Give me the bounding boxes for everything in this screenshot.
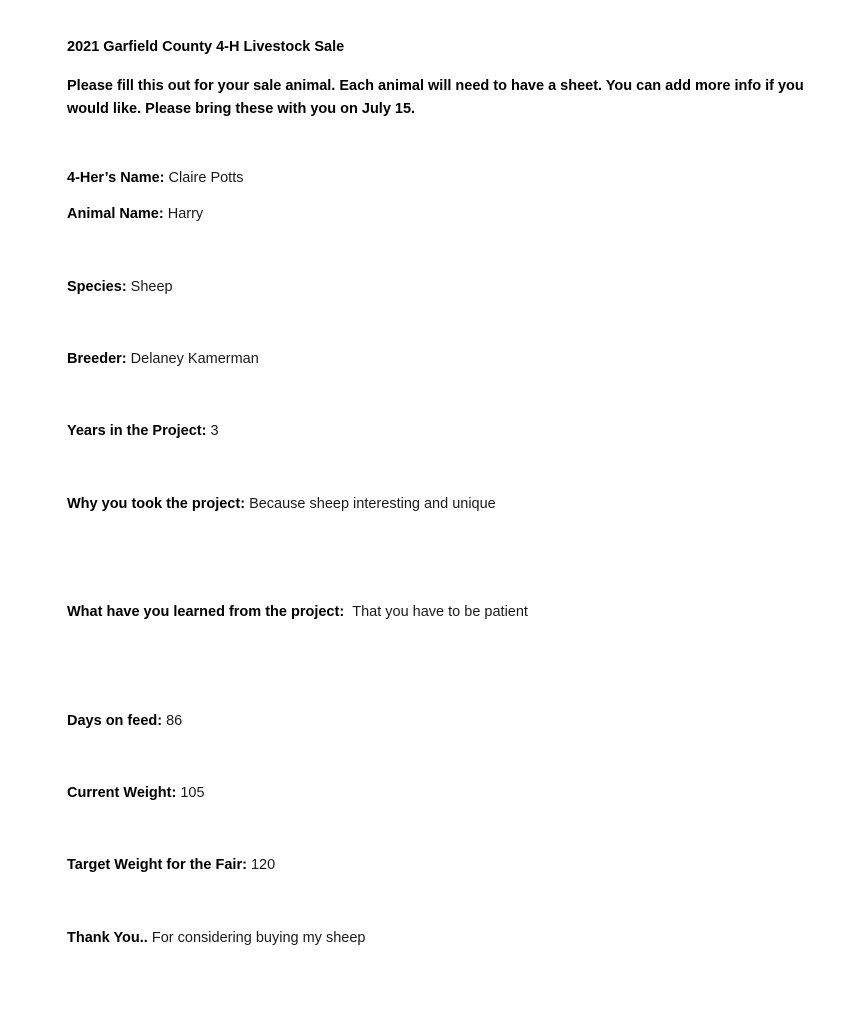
field-animal-name	[67, 206, 203, 222]
field-days-on-feed	[67, 713, 182, 729]
field-value: Harry	[167, 206, 204, 222]
field-label: Years in the Project:	[67, 423, 211, 439]
instructions-text: Please fill this out for your sale animal. Each animal will need to have a sheet. You can add more info if you would like. Please bring these with you on July 15.	[67, 78, 804, 117]
field-label: Breeder:	[67, 351, 131, 367]
field-value: 120	[250, 857, 276, 873]
field-label: What have you learned from the project:	[67, 604, 353, 620]
field-thank-you	[67, 930, 365, 946]
field-label: Animal Name:	[67, 206, 168, 222]
field-value: For considering buying my sheep	[151, 930, 366, 946]
field-value: Claire Potts	[168, 170, 244, 186]
field-why-project	[67, 496, 496, 512]
field-value: Delaney Kamerman	[130, 351, 259, 367]
field-value: That you have to be patient	[352, 604, 528, 620]
field-value: 86	[166, 713, 183, 729]
field-value: 3	[210, 423, 219, 439]
field-learned	[67, 604, 528, 620]
field-label: Target Weight for the Fair:	[67, 857, 251, 873]
field-target-weight	[67, 857, 275, 873]
field-label: 4-Her’s Name:	[67, 170, 169, 186]
field-label: Days on feed:	[67, 713, 167, 729]
field-4her-name	[67, 170, 244, 186]
field-current-weight	[67, 785, 205, 801]
field-value: Because sheep interesting and unique	[249, 496, 496, 512]
field-breeder	[67, 351, 259, 367]
field-value: Sheep	[130, 279, 173, 295]
field-label: Thank You..	[67, 930, 152, 946]
field-label: Why you took the project:	[67, 496, 250, 512]
field-label: Current Weight:	[67, 785, 181, 801]
field-label: Species:	[67, 279, 131, 295]
field-species	[67, 279, 173, 295]
field-years-in-project	[67, 423, 219, 439]
page-title: 2021 Garfield County 4-H Livestock Sale	[67, 39, 345, 55]
field-value: 105	[180, 785, 205, 801]
